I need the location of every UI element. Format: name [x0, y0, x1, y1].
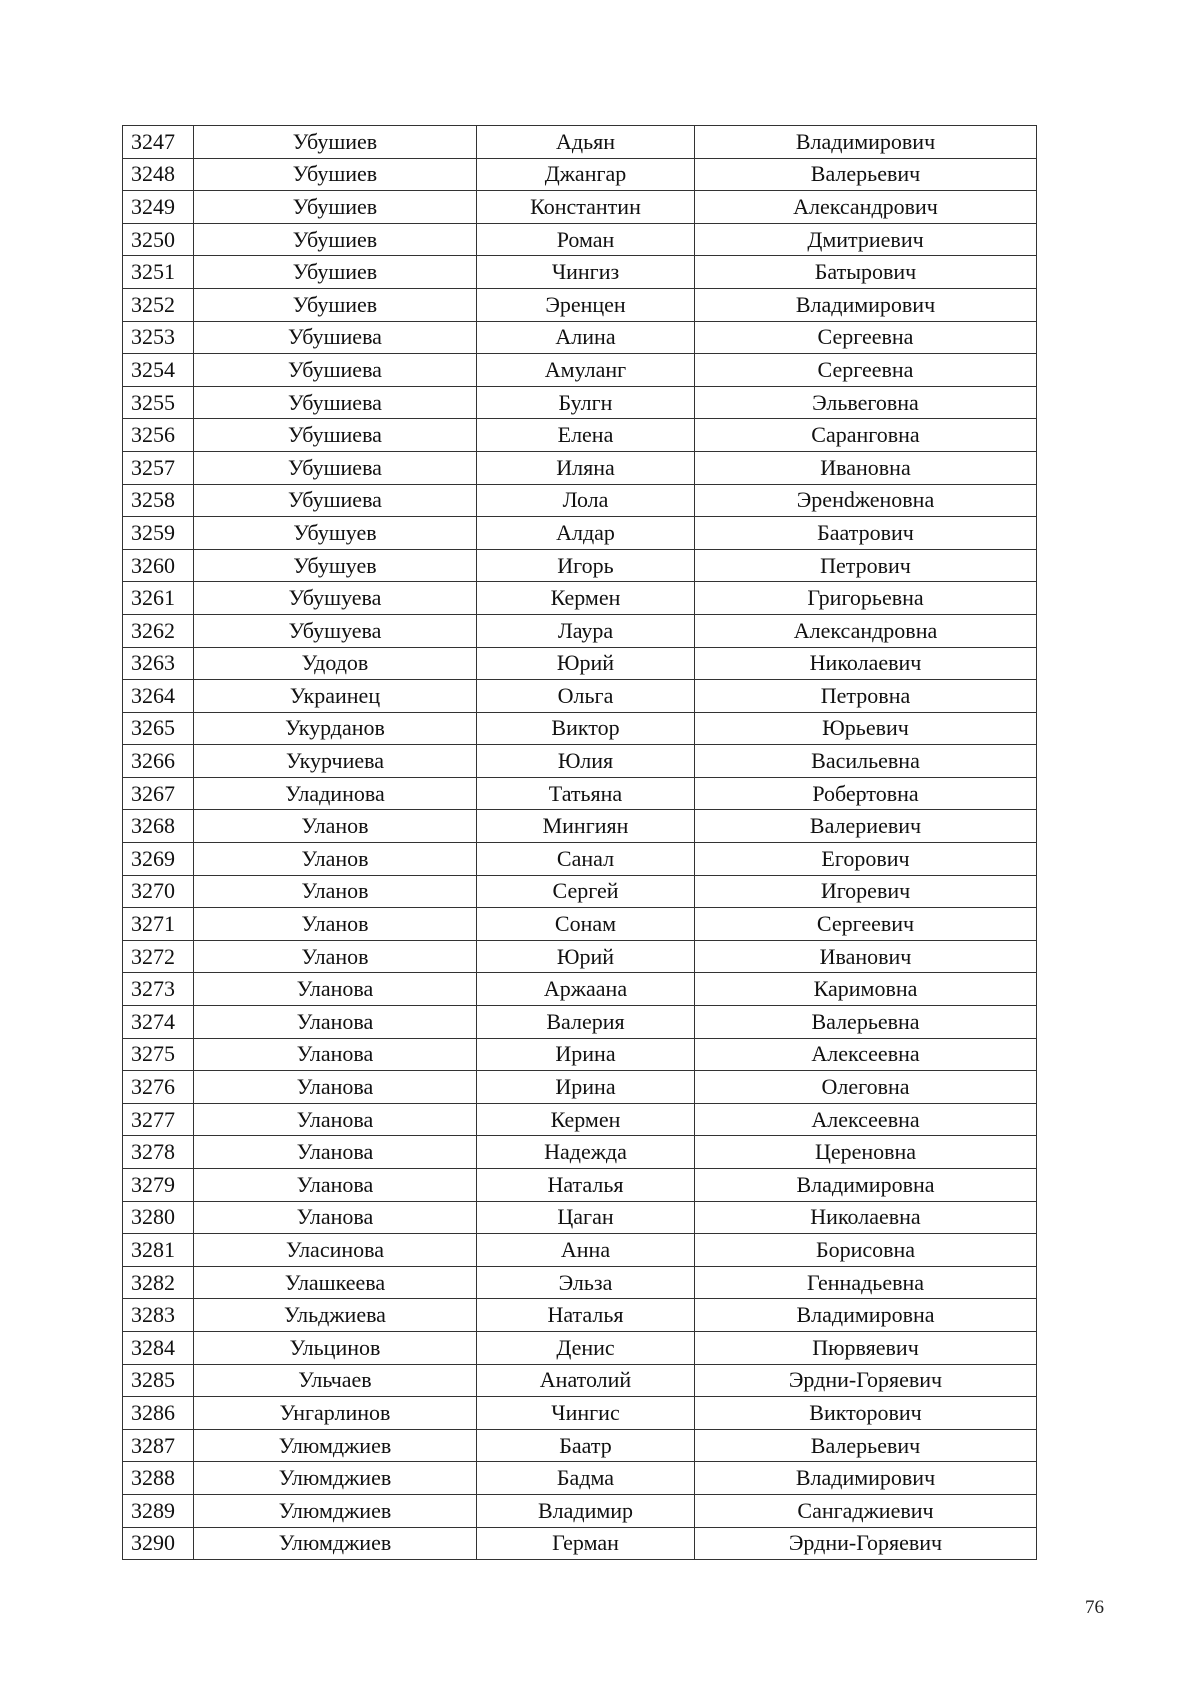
table-row — [123, 1136, 1037, 1169]
row-number: 3283 — [123, 1299, 194, 1332]
table-row — [123, 614, 1037, 647]
patronymic-cell: Баатрович — [695, 517, 1037, 550]
first-name-cell: Юрий — [477, 647, 695, 680]
last-name-cell: Убушуев — [194, 517, 477, 550]
table-row — [123, 1038, 1037, 1071]
table-row — [123, 1266, 1037, 1299]
first-name-cell: Ирина — [477, 1038, 695, 1071]
last-name-cell: Украинец — [194, 680, 477, 713]
row-number: 3260 — [123, 549, 194, 582]
last-name-cell: Уладинова — [194, 777, 477, 810]
patronymic-cell: Григорьевна — [695, 582, 1037, 615]
patronymic-cell: Сангаджиевич — [695, 1494, 1037, 1527]
patronymic-cell: Дмитриевич — [695, 223, 1037, 256]
last-name-cell: Убушиев — [194, 191, 477, 224]
row-number: 3262 — [123, 614, 194, 647]
last-name-cell: Убушуева — [194, 614, 477, 647]
last-name-cell: Убушиева — [194, 321, 477, 354]
last-name-cell: Убушиев — [194, 126, 477, 159]
row-number: 3272 — [123, 940, 194, 973]
last-name-cell: Уланов — [194, 843, 477, 876]
table-row — [123, 419, 1037, 452]
first-name-cell: Иляна — [477, 451, 695, 484]
patronymic-cell: Владимировна — [695, 1299, 1037, 1332]
table-row — [123, 908, 1037, 941]
first-name-cell: Лаура — [477, 614, 695, 647]
first-name-cell: Адьян — [477, 126, 695, 159]
first-name-cell: Татьяна — [477, 777, 695, 810]
last-name-cell: Убушуев — [194, 549, 477, 582]
row-number: 3290 — [123, 1527, 194, 1560]
patronymic-cell: Владимирович — [695, 288, 1037, 321]
first-name-cell: Эренцен — [477, 288, 695, 321]
last-name-cell: Уланова — [194, 973, 477, 1006]
last-name-cell: Улюмджиев — [194, 1429, 477, 1462]
names-table-body — [123, 126, 1037, 1560]
first-name-cell: Джангар — [477, 158, 695, 191]
last-name-cell: Ульчаев — [194, 1364, 477, 1397]
table-row — [123, 1527, 1037, 1560]
last-name-cell: Укурчиева — [194, 745, 477, 778]
patronymic-cell: Алексеевна — [695, 1103, 1037, 1136]
table-row — [123, 582, 1037, 615]
last-name-cell: Уланова — [194, 1103, 477, 1136]
first-name-cell: Кермен — [477, 1103, 695, 1136]
last-name-cell: Уланова — [194, 1136, 477, 1169]
first-name-cell: Санал — [477, 843, 695, 876]
patronymic-cell: Ивановна — [695, 451, 1037, 484]
last-name-cell: Улюмджиев — [194, 1494, 477, 1527]
table-row — [123, 875, 1037, 908]
first-name-cell: Мингиян — [477, 810, 695, 843]
patronymic-cell: Сергеевна — [695, 354, 1037, 387]
table-row — [123, 321, 1037, 354]
row-number: 3266 — [123, 745, 194, 778]
row-number: 3256 — [123, 419, 194, 452]
table-row — [123, 256, 1037, 289]
row-number: 3278 — [123, 1136, 194, 1169]
row-number: 3263 — [123, 647, 194, 680]
patronymic-cell: Владимирович — [695, 126, 1037, 159]
last-name-cell: Убушиева — [194, 451, 477, 484]
first-name-cell: Эльза — [477, 1266, 695, 1299]
row-number: 3287 — [123, 1429, 194, 1462]
first-name-cell: Герман — [477, 1527, 695, 1560]
row-number: 3257 — [123, 451, 194, 484]
row-number: 3255 — [123, 386, 194, 419]
row-number: 3264 — [123, 680, 194, 713]
row-number: 3273 — [123, 973, 194, 1006]
last-name-cell: Унгарлинов — [194, 1397, 477, 1430]
table-row — [123, 517, 1037, 550]
table-row — [123, 1103, 1037, 1136]
row-number: 3249 — [123, 191, 194, 224]
patronymic-cell: Цереновна — [695, 1136, 1037, 1169]
first-name-cell: Сергей — [477, 875, 695, 908]
table-row — [123, 223, 1037, 256]
patronymic-cell: Егорович — [695, 843, 1037, 876]
last-name-cell: Уланова — [194, 1169, 477, 1202]
row-number: 3277 — [123, 1103, 194, 1136]
table-row — [123, 1429, 1037, 1462]
last-name-cell: Уланова — [194, 1006, 477, 1039]
patronymic-cell: Эрдни-Горяевич — [695, 1527, 1037, 1560]
last-name-cell: Убушиев — [194, 223, 477, 256]
table-row — [123, 973, 1037, 1006]
first-name-cell: Юрий — [477, 940, 695, 973]
last-name-cell: Убушиева — [194, 419, 477, 452]
last-name-cell: Укурданов — [194, 712, 477, 745]
table-row — [123, 1462, 1037, 1495]
first-name-cell: Владимир — [477, 1494, 695, 1527]
patronymic-cell: Сергеевна — [695, 321, 1037, 354]
table-row — [123, 745, 1037, 778]
first-name-cell: Виктор — [477, 712, 695, 745]
table-row — [123, 386, 1037, 419]
last-name-cell: Улюмджиев — [194, 1462, 477, 1495]
table-row — [123, 1331, 1037, 1364]
row-number: 3250 — [123, 223, 194, 256]
patronymic-cell: Валерьевна — [695, 1006, 1037, 1039]
patronymic-cell: Каримовна — [695, 973, 1037, 1006]
first-name-cell: Лола — [477, 484, 695, 517]
first-name-cell: Анатолий — [477, 1364, 695, 1397]
first-name-cell: Ирина — [477, 1071, 695, 1104]
patronymic-cell: Эрдни-Горяевич — [695, 1364, 1037, 1397]
row-number: 3271 — [123, 908, 194, 941]
table-row — [123, 549, 1037, 582]
patronymic-cell: Батырович — [695, 256, 1037, 289]
table-row — [123, 712, 1037, 745]
table-row — [123, 126, 1037, 159]
patronymic-cell: Владимирович — [695, 1462, 1037, 1495]
first-name-cell: Надежда — [477, 1136, 695, 1169]
first-name-cell: Ольга — [477, 680, 695, 713]
first-name-cell: Сонам — [477, 908, 695, 941]
patronymic-cell: Робертовна — [695, 777, 1037, 810]
table-row — [123, 158, 1037, 191]
last-name-cell: Убушиев — [194, 288, 477, 321]
patronymic-cell: Саранговна — [695, 419, 1037, 452]
patronymic-cell: Викторович — [695, 1397, 1037, 1430]
row-number: 3253 — [123, 321, 194, 354]
patronymic-cell: Алексеевна — [695, 1038, 1037, 1071]
first-name-cell: Константин — [477, 191, 695, 224]
last-name-cell: Уланова — [194, 1201, 477, 1234]
row-number: 3274 — [123, 1006, 194, 1039]
patronymic-cell: Валерьевич — [695, 1429, 1037, 1462]
table-row — [123, 1494, 1037, 1527]
first-name-cell: Алина — [477, 321, 695, 354]
first-name-cell: Роман — [477, 223, 695, 256]
patronymic-cell: Валериевич — [695, 810, 1037, 843]
names-table — [122, 125, 1037, 1560]
last-name-cell: Уланова — [194, 1071, 477, 1104]
row-number: 3267 — [123, 777, 194, 810]
row-number: 3276 — [123, 1071, 194, 1104]
row-number: 3248 — [123, 158, 194, 191]
row-number: 3251 — [123, 256, 194, 289]
row-number: 3259 — [123, 517, 194, 550]
row-number: 3268 — [123, 810, 194, 843]
row-number: 3288 — [123, 1462, 194, 1495]
patronymic-cell: Николаевна — [695, 1201, 1037, 1234]
table-row — [123, 288, 1037, 321]
row-number: 3261 — [123, 582, 194, 615]
first-name-cell: Юлия — [477, 745, 695, 778]
page-number: 76 — [1085, 1597, 1104, 1618]
last-name-cell: Уланов — [194, 875, 477, 908]
first-name-cell: Чингиз — [477, 256, 695, 289]
table-row — [123, 647, 1037, 680]
row-number: 3286 — [123, 1397, 194, 1430]
patronymic-cell: Эренdженовна — [695, 484, 1037, 517]
row-number: 3285 — [123, 1364, 194, 1397]
patronymic-cell: Пюрвяевич — [695, 1331, 1037, 1364]
last-name-cell: Убушиев — [194, 158, 477, 191]
table-row — [123, 1364, 1037, 1397]
row-number: 3280 — [123, 1201, 194, 1234]
row-number: 3247 — [123, 126, 194, 159]
first-name-cell: Булгн — [477, 386, 695, 419]
last-name-cell: Уланов — [194, 810, 477, 843]
first-name-cell: Анна — [477, 1234, 695, 1267]
table-row — [123, 777, 1037, 810]
last-name-cell: Ульджиева — [194, 1299, 477, 1332]
row-number: 3270 — [123, 875, 194, 908]
last-name-cell: Улюмджиев — [194, 1527, 477, 1560]
first-name-cell: Елена — [477, 419, 695, 452]
row-number: 3279 — [123, 1169, 194, 1202]
table-row — [123, 484, 1037, 517]
patronymic-cell: Васильевна — [695, 745, 1037, 778]
first-name-cell: Бадма — [477, 1462, 695, 1495]
table-row — [123, 191, 1037, 224]
table-row — [123, 1006, 1037, 1039]
patronymic-cell: Владимировна — [695, 1169, 1037, 1202]
table-row — [123, 1201, 1037, 1234]
row-number: 3284 — [123, 1331, 194, 1364]
table-row — [123, 451, 1037, 484]
last-name-cell: Убушиев — [194, 256, 477, 289]
patronymic-cell: Николаевич — [695, 647, 1037, 680]
table-row — [123, 940, 1037, 973]
row-number: 3281 — [123, 1234, 194, 1267]
last-name-cell: Убушиева — [194, 386, 477, 419]
row-number: 3252 — [123, 288, 194, 321]
patronymic-cell: Александрович — [695, 191, 1037, 224]
patronymic-cell: Сергеевич — [695, 908, 1037, 941]
patronymic-cell: Валерьевич — [695, 158, 1037, 191]
patronymic-cell: Петрович — [695, 549, 1037, 582]
last-name-cell: Убушиева — [194, 484, 477, 517]
table-row — [123, 843, 1037, 876]
last-name-cell: Улашкеева — [194, 1266, 477, 1299]
patronymic-cell: Олеговна — [695, 1071, 1037, 1104]
first-name-cell: Амуланг — [477, 354, 695, 387]
patronymic-cell: Петровна — [695, 680, 1037, 713]
last-name-cell: Уланова — [194, 1038, 477, 1071]
patronymic-cell: Геннадьевна — [695, 1266, 1037, 1299]
table-row — [123, 354, 1037, 387]
last-name-cell: Ульцинов — [194, 1331, 477, 1364]
row-number: 3258 — [123, 484, 194, 517]
first-name-cell: Денис — [477, 1331, 695, 1364]
row-number: 3265 — [123, 712, 194, 745]
first-name-cell: Аржаана — [477, 973, 695, 1006]
last-name-cell: Удодов — [194, 647, 477, 680]
patronymic-cell: Борисовна — [695, 1234, 1037, 1267]
last-name-cell: Уланов — [194, 940, 477, 973]
row-number: 3254 — [123, 354, 194, 387]
first-name-cell: Наталья — [477, 1169, 695, 1202]
row-number: 3275 — [123, 1038, 194, 1071]
table-row — [123, 680, 1037, 713]
row-number: 3282 — [123, 1266, 194, 1299]
patronymic-cell: Иванович — [695, 940, 1037, 973]
last-name-cell: Уласинова — [194, 1234, 477, 1267]
first-name-cell: Наталья — [477, 1299, 695, 1332]
patronymic-cell: Эльвеговна — [695, 386, 1037, 419]
table-row — [123, 1234, 1037, 1267]
first-name-cell: Валерия — [477, 1006, 695, 1039]
last-name-cell: Убушиева — [194, 354, 477, 387]
patronymic-cell: Юрьевич — [695, 712, 1037, 745]
first-name-cell: Баатр — [477, 1429, 695, 1462]
table-row — [123, 1071, 1037, 1104]
first-name-cell: Цаган — [477, 1201, 695, 1234]
first-name-cell: Кермен — [477, 582, 695, 615]
patronymic-cell: Игоревич — [695, 875, 1037, 908]
first-name-cell: Чингис — [477, 1397, 695, 1430]
table-row — [123, 1299, 1037, 1332]
row-number: 3269 — [123, 843, 194, 876]
first-name-cell: Алдар — [477, 517, 695, 550]
patronymic-cell: Александровна — [695, 614, 1037, 647]
table-row — [123, 1169, 1037, 1202]
row-number: 3289 — [123, 1494, 194, 1527]
table-row — [123, 810, 1037, 843]
last-name-cell: Убушуева — [194, 582, 477, 615]
last-name-cell: Уланов — [194, 908, 477, 941]
table-row — [123, 1397, 1037, 1430]
first-name-cell: Игорь — [477, 549, 695, 582]
